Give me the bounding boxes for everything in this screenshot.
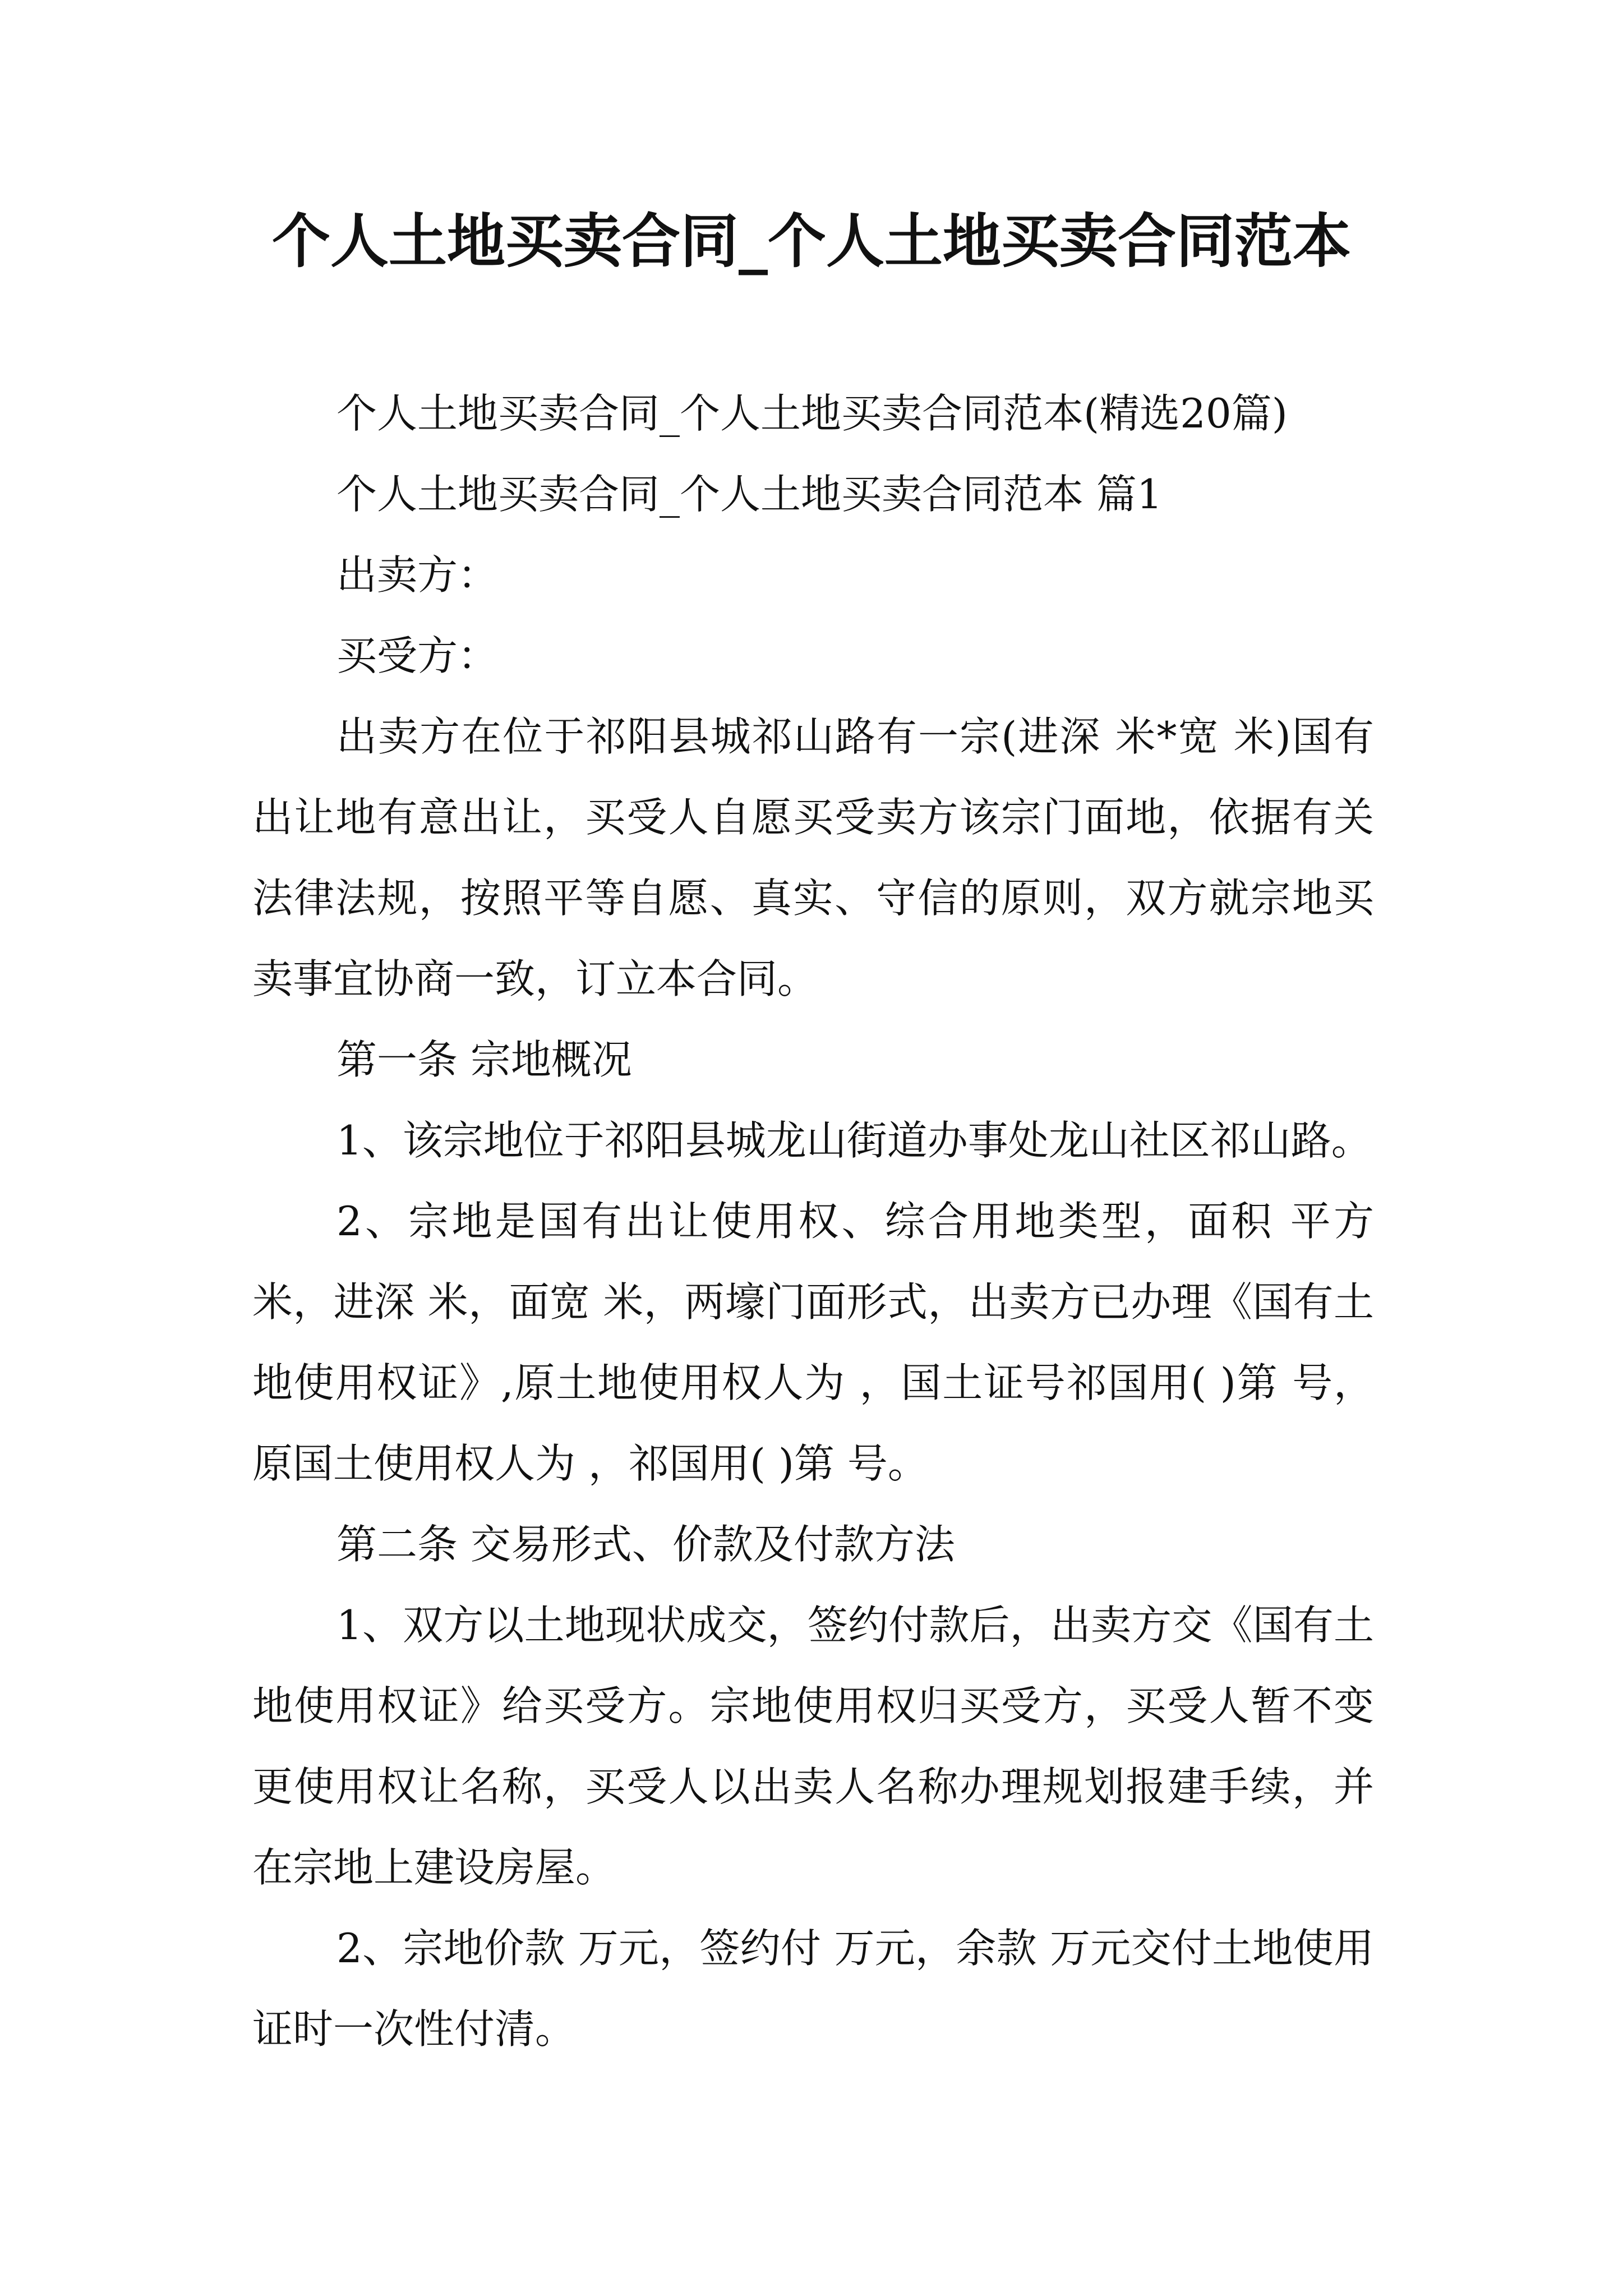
paragraph-subtitle: 个人土地买卖合同_个人土地买卖合同范本(精选20篇) (336, 390, 1288, 437)
paragraph-article-1-item-1: 1、该宗地位于祁阳县城龙山街道办事处龙山社区祁山路。 (336, 1117, 1372, 1164)
paragraph-article-2-item-1: 1、双方以土地现状成交，签约付款后，出卖方交《国有土地使用权证》给买受方。宗地使用权归买受方，买受人暂不变更使用权让名称，买受人以出卖人名称办理规划报建手续，并在宗地上建设房屋。 (252, 1602, 1374, 1891)
paragraph-section-heading: 个人土地买卖合同_个人土地买卖合同范本 篇1 (336, 471, 1163, 518)
paragraph-article-1-heading: 第一条 宗地概况 (336, 1036, 632, 1083)
paragraph-preamble: 出卖方在位于祁阳县城祁山路有一宗(进深 米*宽 米)国有出让地有意出让，买受人自愿买受卖方该宗门面地，依据有关法律法规，按照平等自愿、真实、守信的原则，双方就宗地买卖事宜协商一致，订立本合同。 (252, 713, 1374, 1002)
paragraph-article-2-heading: 第二条 交易形式、价款及付款方法 (336, 1521, 955, 1568)
document-body (252, 373, 1374, 2069)
document-title: 个人土地买卖合同_个人土地买卖合同范本 (271, 207, 1351, 275)
paragraph-article-1-item-2: 2、宗地是国有出让使用权、综合用地类型，面积 平方米，进深 米，面宽 米，两壕门面形式，出卖方已办理《国有土地使用权证》,原土地使用权人为 ，国土证号祁国用( )第 号，原国土使用权人为 ，祁国用( )第 号。 (252, 1198, 1374, 1487)
paragraph-buyer: 买受方： (336, 632, 499, 679)
paragraph-article-2-item-2: 2、宗地价款 万元，签约付 万元，余款 万元交付土地使用证时一次性付清。 (252, 1925, 1374, 2053)
paragraph-seller: 出卖方： (336, 551, 499, 599)
